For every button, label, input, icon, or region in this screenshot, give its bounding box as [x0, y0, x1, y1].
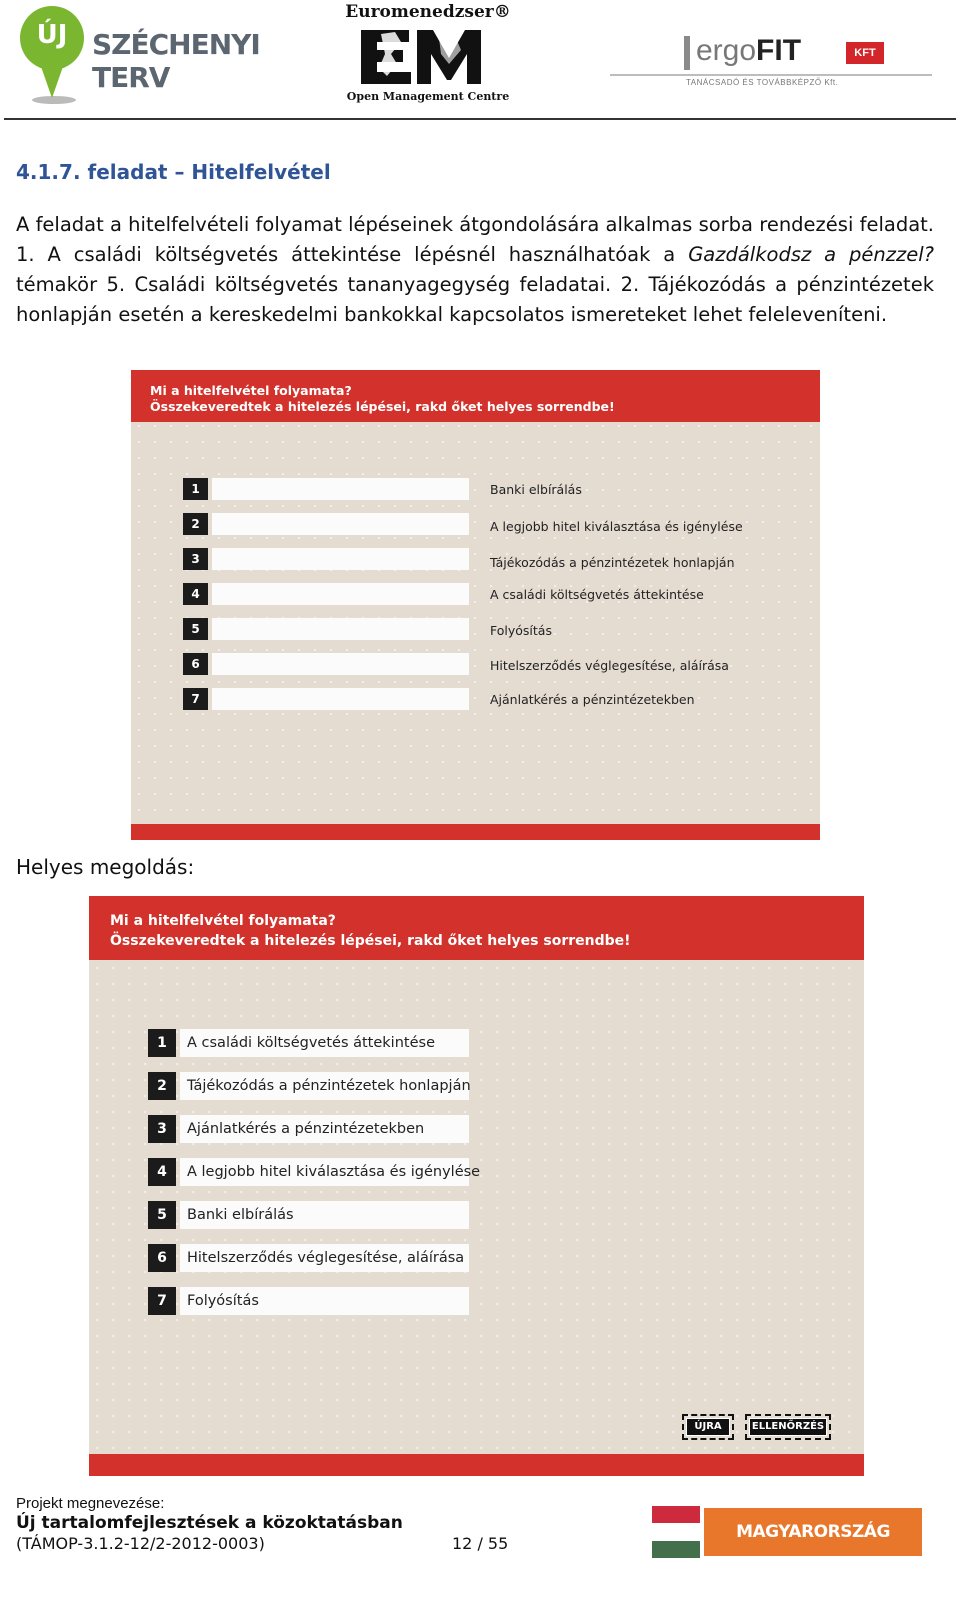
exercise-panel-footer — [131, 824, 820, 840]
solution-answer-slot[interactable]: A családi költségvetés áttekintése — [180, 1029, 469, 1057]
exercise-drop-slot[interactable] — [212, 653, 469, 675]
solution-step-number: 5 — [148, 1201, 176, 1229]
exercise-draggable-option[interactable]: Ajánlatkérés a pénzintézetekben — [490, 692, 695, 707]
euromenedzser-title: Euromenedzser® — [345, 2, 511, 22]
exercise-draggable-option[interactable]: Folyósítás — [490, 623, 552, 638]
retry-button[interactable]: ÚJRA — [686, 1418, 730, 1436]
ergofit-name-fit: FIT — [756, 34, 802, 67]
szechenyi-terv-logo — [18, 6, 338, 102]
exercise-step-number: 7 — [183, 688, 208, 710]
footer-project-label: Projekt megnevezése: — [16, 1495, 165, 1512]
exercise-question: Mi a hitelfelvétel folyamata? — [150, 383, 352, 398]
solution-step-number: 6 — [148, 1244, 176, 1272]
intro-text-2: témakör 5. Családi költségvetés tananyagegység feladatai. 2. Tájékozódás a pénzintézetek honlapján esetén a kereskedelmi bankokkal kapcsolatos ismereteket lehet feleleveníteni. — [16, 273, 934, 326]
exercise-draggable-option[interactable]: A legjobb hitel kiválasztása és igénylése — [490, 519, 743, 534]
exercise-step-number: 5 — [183, 618, 208, 640]
solution-step-number: 3 — [148, 1115, 176, 1143]
exercise-step-number: 4 — [183, 583, 208, 605]
exercise-drop-slot[interactable] — [212, 513, 469, 535]
solution-panel — [89, 896, 864, 1476]
exercise-instruction: Összekeveredtek a hitelezés lépései, rakd őket helyes sorrendbe! — [150, 399, 615, 414]
exercise-draggable-option[interactable]: A családi költségvetés áttekintése — [490, 587, 704, 602]
exercise-drop-slot[interactable] — [212, 478, 469, 500]
header-divider — [4, 118, 956, 120]
solution-instruction: Összekeveredtek a hitelezés lépései, rakd őket helyes sorrendbe! — [110, 933, 631, 949]
solution-step-number: 7 — [148, 1287, 176, 1315]
exercise-draggable-option[interactable]: Hitelszerződés véglegesítése, aláírása — [490, 658, 729, 673]
solution-answer-slot[interactable]: Ajánlatkérés a pénzintézetekben — [180, 1115, 469, 1143]
solution-answer-slot[interactable]: Folyósítás — [180, 1287, 469, 1315]
footer-project-code: (TÁMOP-3.1.2-12/2-2012-0003) — [16, 1534, 265, 1553]
solution-answer-slot[interactable]: Tájékozódás a pénzintézetek honlapján — [180, 1072, 469, 1100]
solution-panel-footer — [89, 1454, 864, 1476]
exercise-drop-slot[interactable] — [212, 688, 469, 710]
solution-step-number: 1 — [148, 1029, 176, 1057]
check-button[interactable]: ELLENŐRZÉS — [749, 1418, 827, 1436]
exercise-drop-slot[interactable] — [212, 618, 469, 640]
ergofit-divider — [610, 74, 932, 76]
euromenedzser-logo — [343, 2, 513, 106]
solution-question: Mi a hitelfelvétel folyamata? — [110, 913, 336, 929]
exercise-panel — [131, 370, 820, 840]
hungarian-flag-icon — [652, 1506, 700, 1558]
em-monogram-icon — [351, 24, 503, 88]
magyarorszag-megujul-logo — [652, 1506, 924, 1590]
ergofit-name-ergo: ergo — [696, 34, 757, 67]
task-intro — [16, 210, 934, 330]
exercise-step-number: 6 — [183, 653, 208, 675]
exercise-step-number: 3 — [183, 548, 208, 570]
intro-text-1: A feladat a hitelfelvételi folyamat lépéseinek átgondolására alkalmas sorba rendezési feladat. 1. A családi költségvetés áttekintése lépésnél használhatóak a — [16, 213, 934, 266]
exercise-drop-slot[interactable] — [212, 583, 469, 605]
ergofit-name — [696, 34, 801, 68]
task-heading: 4.1.7. feladat – Hitelfelvétel — [16, 160, 331, 184]
magyarorszag-megujul-text: MAGYARORSZÁG MEGÚJUL — [704, 1508, 922, 1556]
szechenyi-uj-text: ÚJ — [36, 20, 68, 50]
szechenyi-name: SZÉCHENYI TERV — [92, 28, 260, 94]
exercise-drop-slot[interactable] — [212, 548, 469, 570]
page-header — [0, 0, 960, 120]
exercise-step-number: 2 — [183, 513, 208, 535]
ergofit-bar-mark — [684, 36, 690, 70]
footer-project-title: Új tartalomfejlesztések a közoktatásban — [16, 1513, 403, 1533]
solution-label: Helyes megoldás: — [16, 855, 195, 879]
solution-step-number: 4 — [148, 1158, 176, 1186]
page-number: 12 / 55 — [452, 1534, 509, 1553]
euromenedzser-subtitle: Open Management Centre — [346, 90, 510, 103]
solution-answer-slot[interactable]: Banki elbírálás — [180, 1201, 469, 1229]
ergofit-subtitle: TANÁCSADÓ ÉS TOVÁBBKÉPZŐ Kft. — [686, 78, 839, 87]
exercise-draggable-option[interactable]: Tájékozódás a pénzintézetek honlapján — [490, 555, 735, 570]
ergofit-logo — [610, 30, 940, 100]
solution-answer-slot[interactable]: Hitelszerződés véglegesítése, aláírása — [180, 1244, 469, 1272]
exercise-panel-header — [131, 370, 820, 422]
exercise-draggable-option[interactable]: Banki elbírálás — [490, 482, 582, 497]
exercise-step-number: 1 — [183, 478, 208, 500]
solution-step-number: 2 — [148, 1072, 176, 1100]
solution-answer-slot[interactable]: A legjobb hitel kiválasztása és igénylése — [180, 1158, 469, 1186]
intro-italic-topic: Gazdálkodsz a pénzzel? — [688, 243, 935, 266]
ergofit-kft-badge: KFT — [846, 42, 884, 64]
solution-panel-header — [89, 896, 864, 960]
